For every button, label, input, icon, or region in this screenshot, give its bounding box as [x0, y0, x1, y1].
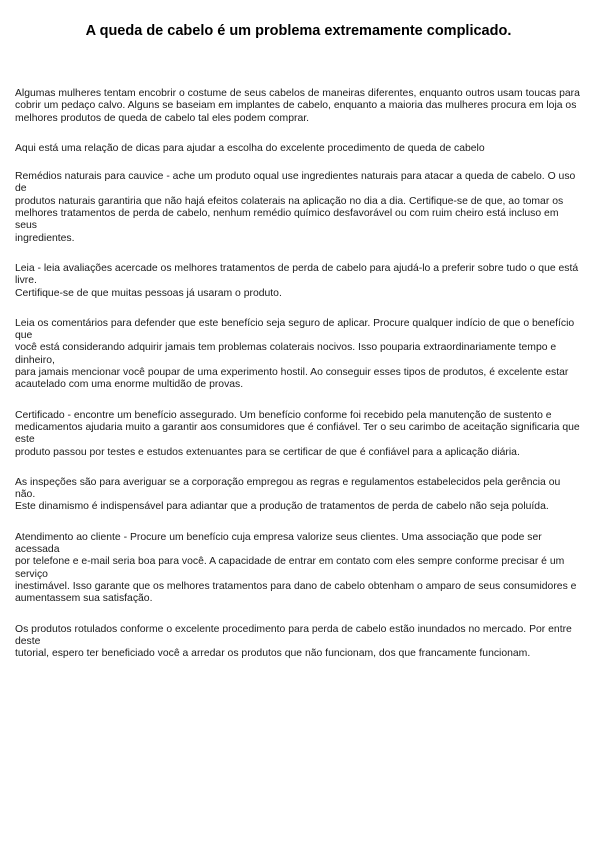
paragraph-tips-list-intro: Aqui está uma relação de dicas para ajudar a escolha do excelente procedimento de queda de cabelo: [15, 142, 485, 154]
paragraph-read-reviews: Leia - leia avaliações acercade os melhores tratamentos de perda de cabelo para ajudá-lo a preferir sobre tudo o que está livre. Certifique-se de que muitas pessoas já usaram o produto.: [15, 262, 579, 299]
paragraph-certified: Certificado - encontre um benefício assegurado. Um benefício conforme foi recebido pela manutenção de sustento e medicamentos ajudaria muito a garantir aos consumidores que é confiável. Ter o seu carimbo de aceitação significaria que este produto passou por testes e estudos extenuantes para se certificar de que é confiável para a aplicação diária.: [15, 409, 580, 458]
page-title: A queda de cabelo é um problema extremamente complicado.: [85, 23, 512, 39]
paragraph-natural-remedies: Remédios naturais para cauvice - ache um produto oqual use ingredientes naturais para atacar a queda de cabelo. O uso de produtos naturais garantiria que não hajá efeitos colaterais na aplicação no dia a dia. Certifique-se de que, ao tomar os melhores tratamentos de perda de cabelo, nenhum remédio químico desfavorável ou com ruim cheiro está incluso em seus ingredientes.: [15, 171, 576, 244]
paragraph-comments-safety: Leia os comentários para defender que este benefício seja seguro de aplicar. Procure qualquer indício de que o benefício que você está considerando adquirir jamais tem problemas colaterais nocivos. Isso pouparia extraordinariamente tempo e dinheiro, para jamais mencionar você poupar de uma experimento hostil. Ao conseguir esses tipos de produtos, é excelente estar acautelado com uma enorme multidão de provas.: [15, 317, 575, 391]
paragraph-conclusion: Os produtos rotulados conforme o excelente procedimento para perda de cabelo estão inundados no mercado. Por entre deste tutorial, espero ter beneficiado você a arredar os produtos que não funcionam, dos que francamente funcionam.: [15, 623, 572, 660]
paragraph-customer-service: Atendimento ao cliente - Procure um benefício cuja empresa valorize seus clientes. Uma associação que pode ser acessada por telefone e e-mail seria boa para você. A capacidade de entrar em contato com eles sempre conforme precisar é um serviço inestimável. Isso garante que os melhores tratamentos para dano de cabelo obtenham o amparo de seus consumidores e aumentassem sua satisfação.: [15, 531, 577, 605]
article-body: [15, 88, 582, 660]
paragraph-intro: Algumas mulheres tentam encobrir o costume de seus cabelos de maneiras diferentes, enquanto outros usam toucas para cobrir um pedaço calvo. Alguns se baseiam em implantes de cabelo, enquanto a maioria das mulheres procura em loja os melhores produtos de queda de cabelo tal eles podem comprar.: [15, 88, 580, 124]
paragraph-inspections: As inspeções são para averiguar se a corporação empregou as regras e regulamentos estabelecidos pela gerência ou não. Este dinamismo é indispensável para adiantar que a produção de tratamentos de perda de cabelo não seja poluída.: [15, 476, 561, 513]
